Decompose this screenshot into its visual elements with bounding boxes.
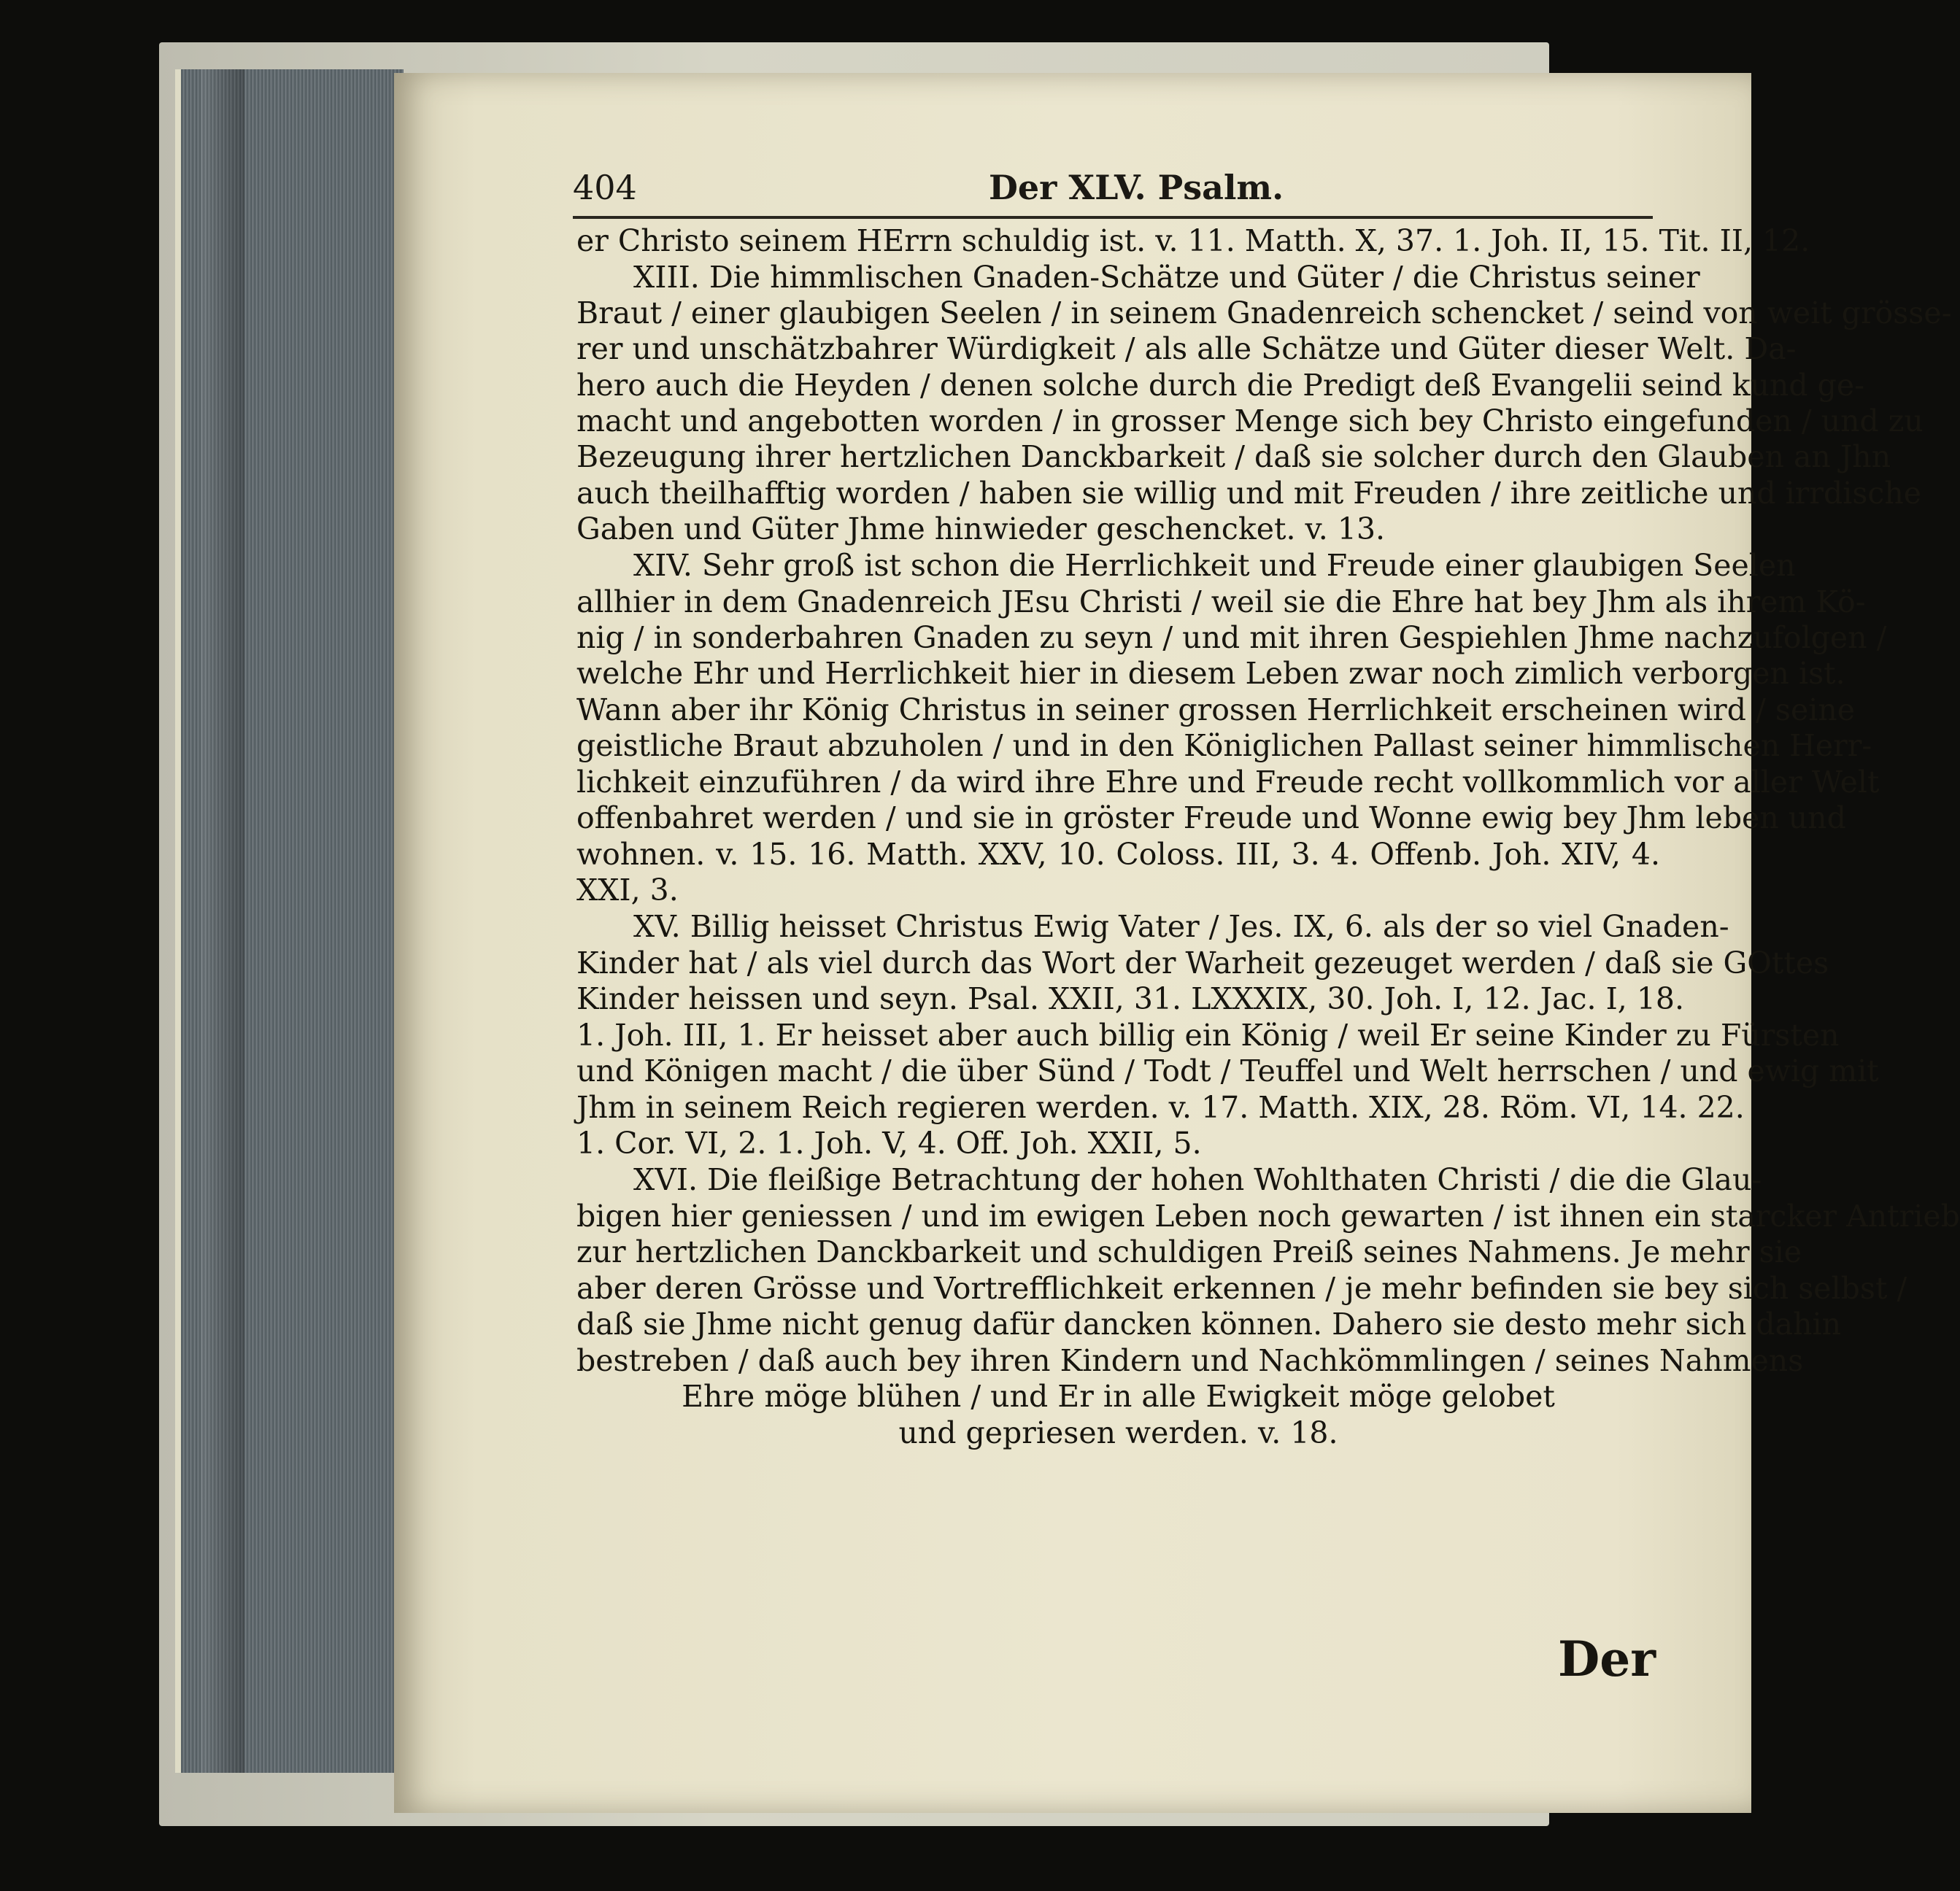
text-line: 1. Cor. VI, 2. 1. Joh. V, 4. Off. Joh. XXII, 5.	[576, 1126, 1202, 1161]
text-line: XXI, 3.	[576, 873, 679, 908]
text-line: lichkeit einzuführen / da wird ihre Ehre und Freude recht vollkommlich vor aller Welt	[576, 765, 1880, 800]
text-line: Bezeugung ihrer hertzlichen Danckbarkeit / daß sie solcher durch den Glauben an Jhn	[576, 439, 1891, 474]
text-line-taper: und gepriesen werden. v. 18.	[898, 1415, 1338, 1450]
page-edges-shade	[201, 69, 244, 1773]
text-line: allhier in dem Gnadenreich JEsu Christi / weil sie die Ehre hat bey Jhm als ihrem Kö-	[576, 584, 1866, 619]
text-line: nig / in sonderbahren Gnaden zu seyn / und mit ihren Gespiehlen Jhme nachzufolgen /	[576, 620, 1887, 655]
text-line: 1. Joh. III, 1. Er heisset aber auch billig ein König / weil Er seine Kinder zu Fürsten	[576, 1018, 1840, 1053]
text-line: hero auch die Heyden / denen solche durch die Predigt deß Evangelii seind kund ge-	[576, 368, 1865, 403]
text-line: und Königen macht / die über Sünd / Todt / Teuffel und Welt herrschen / und ewig mit	[576, 1053, 1879, 1088]
text-line: rer und unschätzbahrer Würdigkeit / als alle Schätze und Güter dieser Welt. Da-	[576, 331, 1797, 366]
text-line: bigen hier geniessen / und im ewigen Leben noch gewarten / ist ihnen ein starcker Antrieb	[576, 1199, 1960, 1234]
text-line: Kinder hat / als viel durch das Wort der Warheit gezeuget werden / daß sie GOttes	[576, 946, 1829, 981]
text-line-taper: bestreben / daß auch bey ihren Kindern und Nachkömmlingen / seines Nahmens	[576, 1343, 1804, 1378]
text-line: aber deren Grösse und Vortrefflichkeit erkennen / je mehr befinden sie bey sich selbst /	[576, 1271, 1907, 1306]
text-line: Gaben und Güter Jhme hinwieder geschencket. v. 13.	[576, 511, 1386, 546]
section-xiv-start: XIV. Sehr groß ist schon die Herrlichkeit und Freude einer glaubigen Seelen	[633, 548, 1796, 583]
text-line: welche Ehr und Herrlichkeit hier in diesem Leben zwar noch zimlich verborgen ist.	[576, 656, 1845, 691]
text-line-taper: Ehre möge blühen / und Er in alle Ewigkeit möge gelobet	[682, 1379, 1555, 1414]
text-line: geistliche Braut abzuholen / und in den Königlichen Pallast seiner himmlischen Herr-	[576, 728, 1872, 763]
text-line: wohnen. v. 15. 16. Matth. XXV, 10. Coloss. III, 3. 4. Offenb. Joh. XIV, 4.	[576, 837, 1660, 872]
text-line: Braut / einer glaubigen Seelen / in seinem Gnadenreich schencket / seind von weit grösse-	[576, 295, 1952, 330]
section-xiii-start: XIII. Die himmlischen Gnaden-Schätze und Güter / die Christus seiner	[633, 260, 1700, 295]
header-rule	[573, 216, 1653, 219]
section-xvi-start: XVI. Die fleißige Betrachtung der hohen Wohlthaten Christi / die die Glau-	[633, 1162, 1762, 1197]
text-line: daß sie Jhme nicht genug dafür dancken können. Dahero sie desto mehr sich dahin	[576, 1307, 1841, 1342]
text-line: Wann aber ihr König Christus in seiner grossen Herrlichkeit erscheinen wird / seine	[576, 692, 1855, 727]
text-line: Jhm in seinem Reich regieren werden. v. 17. Matth. XIX, 28. Röm. VI, 14. 22.	[576, 1090, 1745, 1125]
text-line: auch theilhafftig worden / haben sie willig und mit Freuden / ihre zeitliche und irrdische	[576, 476, 1921, 511]
page-number: 404	[573, 168, 637, 207]
catchword: Der	[1558, 1631, 1656, 1687]
text-line: macht und angebotten worden / in grosser Menge sich bey Christo eingefunden / und zu	[576, 403, 1924, 438]
running-head: Der XLV. Psalm.	[989, 168, 1284, 207]
text-line: offenbahret werden / und sie in gröster Freude und Wonne ewig bey Jhm leben und	[576, 800, 1846, 835]
section-xv-start: XV. Billig heisset Christus Ewig Vater / Jes. IX, 6. als der so viel Gnaden-	[633, 909, 1729, 944]
text-line: Kinder heissen und seyn. Psal. XXII, 31. LXXXIX, 30. Joh. I, 12. Jac. I, 18.	[576, 981, 1685, 1016]
text-line: er Christo seinem HErrn schuldig ist. v. 11. Matth. X, 37. 1. Joh. II, 15. Tit. II, 12.	[576, 223, 1810, 258]
text-line: zur hertzlichen Danckbarkeit und schuldigen Preiß seines Nahmens. Je mehr sie	[576, 1234, 1802, 1269]
